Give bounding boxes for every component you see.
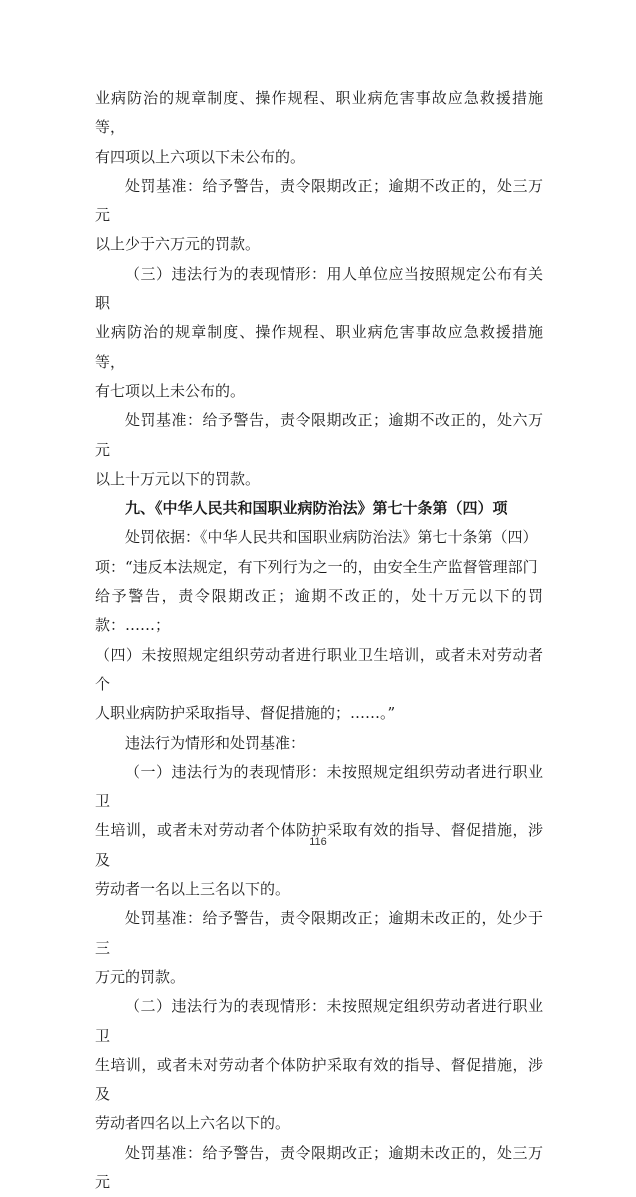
text-line-22: （二）违法行为的表现情形：未按照规定组织劳动者进行职业卫 [95,997,543,1045]
text-line-7: 有七项以上未公布的。 [95,381,246,400]
text-line-9: 以上十万元以下的罚款。 [95,469,261,488]
document-body [95,84,543,1197]
text-line-23: 生培训，或者未对劳动者个体防护采取有效的指导、督促措施，涉及 [95,1055,543,1104]
page-number: 116 [309,836,327,848]
text-line-5: （三）违法行为的表现情形：用人单位应当按照规定公布有关职 [95,264,543,313]
text-line-6: 业病防治的规章制度、操作规程、职业病危害事故应急救援措施等， [95,323,543,371]
text-line-17: （一）违法行为的表现情形：未按照规定组织劳动者进行职业卫 [95,762,543,811]
text-line-25: 处罚基准：给予警告，责令限期改正；逾期未改正的，处三万元 [95,1143,543,1191]
text-line-3: 处罚基准：给予警告，责令限期改正；逾期不改正的，处三万元 [95,176,543,225]
text-line-24: 劳动者四名以上六名以下的。 [95,1114,291,1133]
text-line-4: 以上少于六万元的罚款。 [95,235,261,254]
text-line-14: （四）未按照规定组织劳动者进行职业卫生培训，或者未对劳动者个 [95,645,543,693]
text-line-18: 生培训，或者未对劳动者个体防护采取有效的指导、督促措施，涉及 [95,821,543,869]
text-line-2: 有四项以上六项以下未公布的。 [95,147,306,166]
text-line-19: 劳动者一名以上三名以下的。 [95,880,291,899]
section-heading: 九、《中华人民共和国职业病防治法》第七十条第（四）项 [125,499,508,518]
text-line-15: 人职业病防护采取指导、督促措施的；……。” [95,704,396,723]
text-line-20: 处罚基准：给予警告，责令限期改正；逾期未改正的，处少于三 [95,909,543,957]
text-line-1: 业病防治的规章制度、操作规程、职业病危害事故应急救援措施等， [95,89,543,137]
text-line-11: 处罚依据：《中华人民共和国职业病防治法》第七十条第（四） [125,528,538,547]
text-line-21: 万元的罚款。 [95,967,186,986]
text-line-13: 给予警告，责令限期改正；逾期不改正的，处十万元以下的罚款：……； [95,587,543,635]
text-line-8: 处罚基准：给予警告，责令限期改正；逾期不改正的，处六万元 [95,411,543,459]
text-line-16: 违法行为情形和处罚基准： [125,733,306,752]
text-line-12: 项：“违反本法规定，有下列行为之一的，由安全生产监督管理部门 [95,557,538,576]
